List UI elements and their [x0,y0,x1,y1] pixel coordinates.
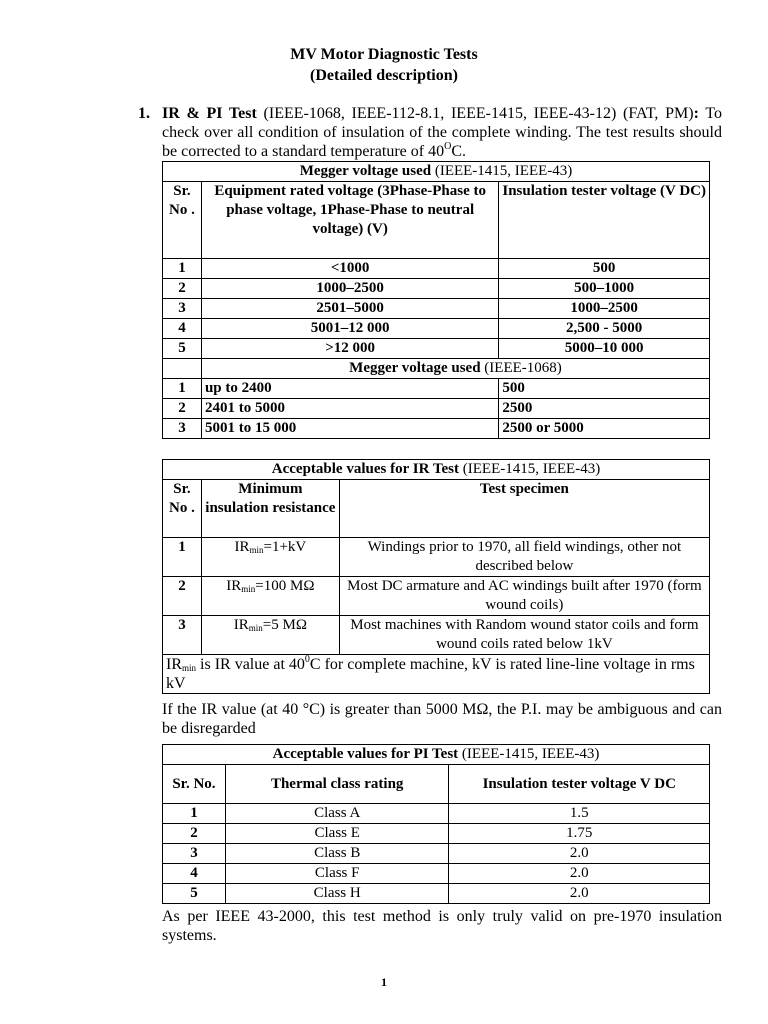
page-number: 1 [381,975,387,989]
section-colon: : [693,105,699,122]
table-subcaption: Megger voltage used (IEEE-1068) [201,359,709,379]
degree-mark: O [444,141,452,152]
pi-acceptable-values-table [162,744,710,904]
header-min-resistance: Minimum insulation resistance [201,480,339,538]
table-row: 1 Class A 1.5 [163,804,710,824]
header-sr: Sr. No . [163,182,202,259]
section-ir-pi [138,104,722,161]
header-thermal-class: Thermal class rating [225,765,449,804]
header-equipment-voltage: Equipment rated voltage (3Phase-Phase to phase voltage, 1Phase-Phase to neutral voltage) (V) [201,182,498,259]
table-row: 1 $IR_{min}=1+kV$ Windings prior to 1970, all field windings, other not described below [163,538,710,577]
table-row: 2 1000–2500 500–1000 [163,279,710,299]
header-tester-voltage: Insulation tester voltage V DC [449,765,710,804]
section-heading: IR & PI Test [162,105,257,122]
table-row: 1 up to 2400 500 [163,379,710,399]
table-row: 3 Class B 2.0 [163,844,710,864]
ir-acceptable-values-table [162,459,710,694]
page-title: MV Motor Diagnostic Tests [290,46,478,63]
table-caption: Megger voltage used (IEEE-1415, IEEE-43) [163,162,710,182]
section-number: 1. [138,105,150,122]
section-desc: To check over all condition of insulation of the complete winding. The test results should be corrected to a standard temperature of 40 [162,105,723,160]
megger-voltage-table [162,161,710,439]
table-row: 3 5001 to 15 000 2500 or 5000 [163,419,710,439]
section-desc-end: C. [451,143,466,160]
table-row: 3 $IR_{min}=5$ MΩ Most machines with Random wound stator coils and form wound coils rated below 1kV [163,616,710,655]
table-note: $IR_{min}$ is IR value at $40^0C$ for complete machine, kV is rated line-line voltage in rms kV [163,655,710,694]
section-standards: (IEEE-1068, IEEE-112-8.1, IEEE-1415, IEEE-43-12) (FAT, PM) [256,105,694,122]
header-tester-voltage: Insulation tester voltage (V DC) [499,182,710,259]
table-row: 5 >12 000 5000–10 000 [163,339,710,359]
table-row: 3 2501–5000 1000–2500 [163,299,710,319]
table-row: 4 Class F 2.0 [163,864,710,884]
table-row: 1 <1000 500 [163,259,710,279]
header-sr: Sr. No. [163,765,226,804]
table-row: 2 2401 to 5000 2500 [163,399,710,419]
page-subtitle: (Detailed description) [310,67,458,84]
table-row: 4 5001–12 000 2,500 - 5000 [163,319,710,339]
header-test-specimen: Test specimen [339,480,709,538]
ieee-validity-note: As per IEEE 43-2000, this test method is only truly valid on pre-1970 insulation systems. [162,908,722,944]
header-sr: Sr. No . [163,480,202,538]
table-row: 2 $IR_{min}=100$ MΩ Most DC armature and AC windings built after 1970 (form wound coils) [163,577,710,616]
table-row: 5 Class H 2.0 [163,884,710,904]
table-caption: Acceptable values for PI Test (IEEE-1415, IEEE-43) [163,745,710,765]
table-row: 2 Class E 1.75 [163,824,710,844]
table-caption: Acceptable values for IR Test (IEEE-1415, IEEE-43) [163,460,710,480]
section-body [162,104,722,161]
pi-ambiguity-note: If the IR value (at 40 °C) is greater than 5000 MΩ, the P.I. may be ambiguous and can be disregarded [162,701,722,737]
